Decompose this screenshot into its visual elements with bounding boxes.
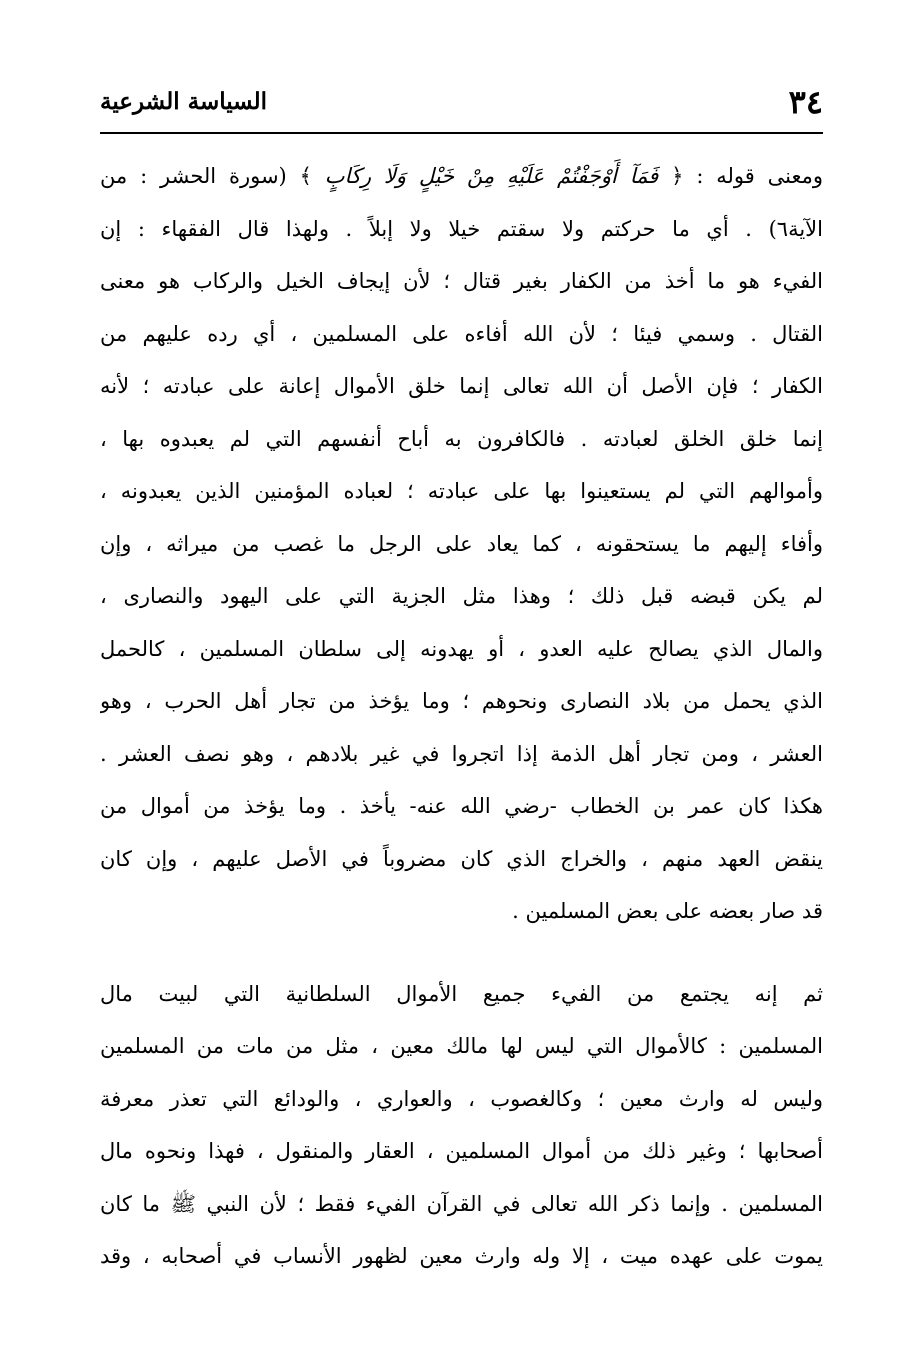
text-line [100, 150, 823, 203]
text-line: هكذا كان عمر بن الخطاب -رضي الله عنه- يأخذ . وما يؤخذ من أموال من [100, 794, 823, 818]
text-line: لم يكن قبضه قبل ذلك ؛ وهذا مثل الجزية التي على اليهود والنصارى ، [100, 584, 823, 608]
text-line: القتال . وسمي فيئا ؛ لأن الله أفاءه على المسلمين ، أي رده عليهم من [100, 321, 823, 346]
text-line: العشر ، ومن تجار أهل الذمة إذا اتجروا في غير بلادهم ، وهو نصف العشر . [100, 741, 823, 766]
text-line: الآية٦) . أي ما حركتم ولا سقتم خيلا ولا إبلاً . ولهذا قال الفقهاء : إن [100, 216, 823, 241]
quran-verse: فَمَآ أَوْجَفْتُمْ عَلَيْهِ مِنْ خَيْلٍ وَلَا رِكَابٍ [324, 164, 659, 188]
running-title: السياسة الشرعية [100, 88, 268, 115]
text-segment: ومعنى قوله : [696, 164, 823, 188]
text-line: وأموالهم التي لم يستعينوا بها على عبادته ؛ لعباده المؤمنين الذين يعبدونه ، [100, 479, 823, 503]
page-number: ٣٤ [788, 83, 823, 121]
header-divider [100, 132, 823, 134]
page-header [100, 78, 823, 122]
body-text [100, 150, 823, 1283]
text-line: يموت على عهده ميت ، إلا وله وارث معين لظهور الأنساب في أصحابه ، وقد [100, 1244, 823, 1268]
text-line: أصحابها ؛ وغير ذلك من أموال المسلمين ، العقار والمنقول ، فهذا ونحوه مال [100, 1139, 823, 1163]
text-line: إنما خلق الخلق لعبادته . فالكافرون به أباح أنفسهم التي لم يعبدوه بها ، [100, 426, 823, 451]
text-line: ينقض العهد منهم ، والخراج الذي كان مضروباً في الأصل عليهم ، وإن كان [100, 846, 823, 871]
text-line: الذي يحمل من بلاد النصارى ونحوهم ؛ وما يؤخذ من تجار أهل الحرب ، وهو [100, 689, 823, 713]
text-line: وليس له وارث معين ؛ وكالغصوب ، والعواري ، والودائع التي تعذر معرفة [100, 1086, 823, 1111]
text-segment: (سورة الحشر : من [100, 164, 287, 188]
text-line: المسلمين : كالأموال التي ليس لها مالك معين ، مثل من مات من المسلمين [100, 1034, 823, 1058]
text-line: المسلمين . وإنما ذكر الله تعالى في القرآن الفيء فقط ؛ لأن النبي ﷺ ما كان [100, 1191, 823, 1216]
text-line: قد صار بعضه على بعض المسلمين . [512, 899, 823, 923]
paragraph-2 [100, 968, 823, 1283]
text-line: الكفار ؛ فإن الأصل أن الله تعالى إنما خلق الأموال إعانة على عبادته ؛ لأنه [100, 374, 823, 398]
text-line: والمال الذي يصالح عليه العدو ، أو يهدونه إلى سلطان المسلمين ، كالحمل [100, 636, 823, 661]
text-line: الفيء هو ما أخذ من الكفار بغير قتال ؛ لأن إيجاف الخيل والركاب هو معنى [100, 269, 823, 293]
quran-close-bracket: ﴾ [299, 164, 312, 188]
text-line: ثم إنه يجتمع من الفيء جميع الأموال السلطانية التي لبيت مال [100, 981, 823, 1006]
text-line: وأفاء إليهم ما يستحقونه ، كما يعاد على الرجل ما غصب من ميراثه ، وإن [100, 531, 823, 556]
quran-open-bracket: ﴿ [671, 164, 684, 188]
paragraph-1 [100, 150, 823, 938]
paragraph-gap [100, 938, 823, 968]
